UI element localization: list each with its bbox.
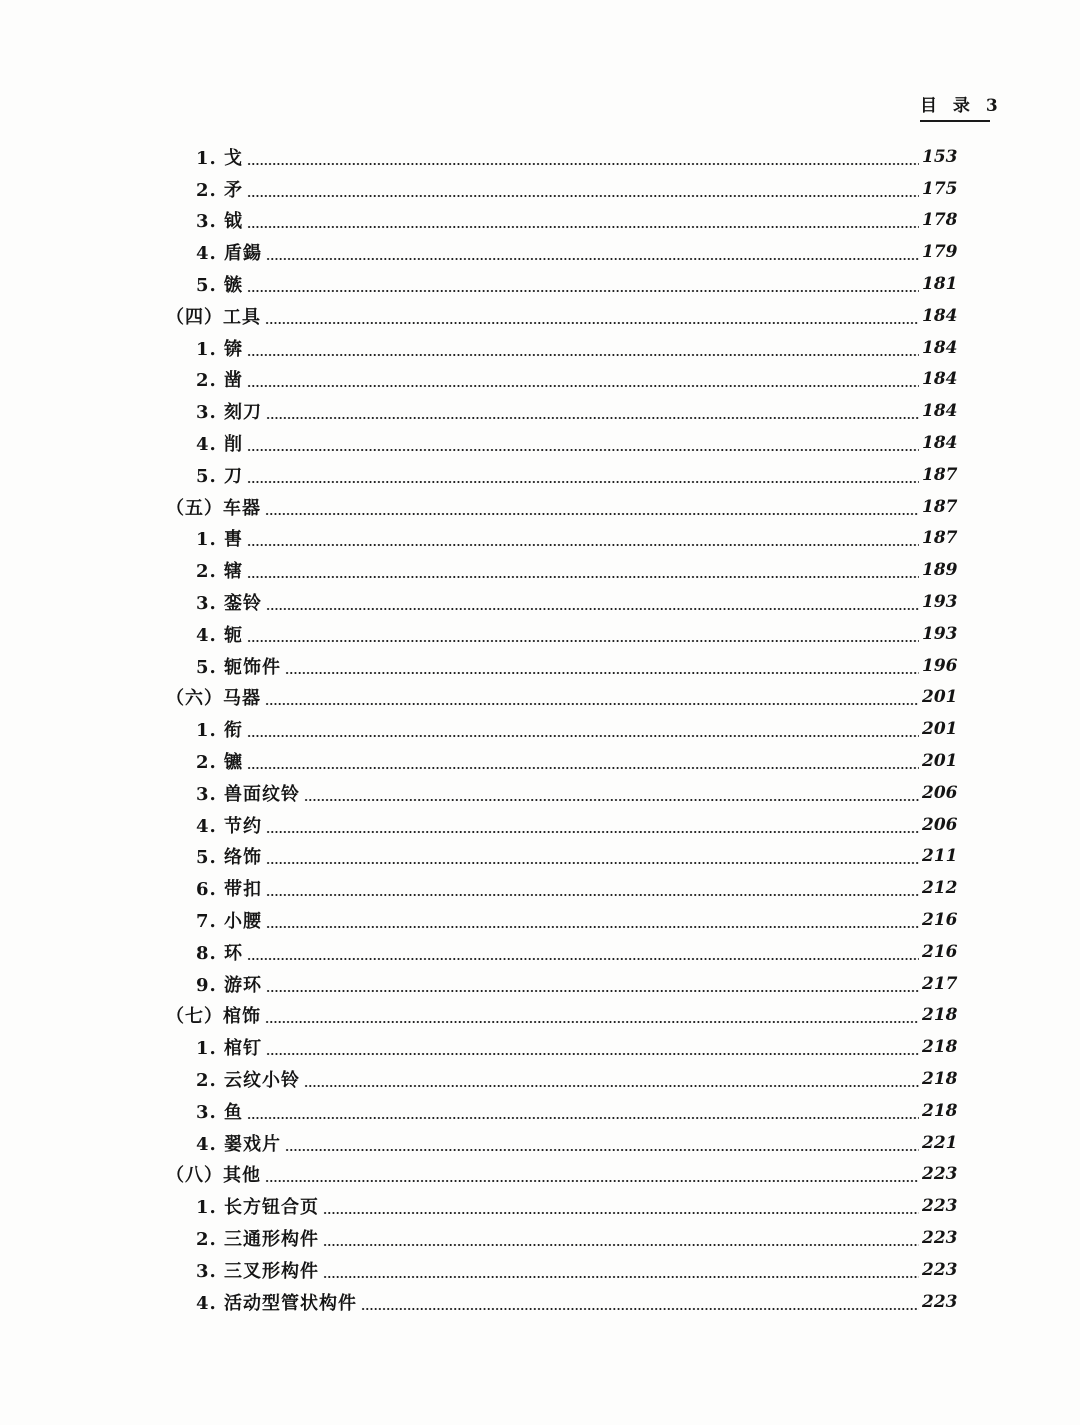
toc-entry-row [0, 173, 1080, 205]
toc-page-number: 212 [922, 878, 958, 899]
toc-page-number: 189 [922, 560, 958, 581]
toc-entry-row [0, 268, 1080, 300]
toc-page-number: 178 [922, 210, 958, 231]
toc-entry-title: 1. 棺钉 [196, 1038, 263, 1060]
toc-entry-title: 2. 云纹小铃 [196, 1070, 301, 1091]
toc-section-row [0, 491, 1080, 523]
toc-entry-row [0, 904, 1080, 936]
dot-leader [247, 561, 919, 579]
toc-page-number: 221 [922, 1132, 958, 1153]
dot-leader [266, 1038, 919, 1056]
dot-leader [247, 752, 919, 770]
toc-entry-row [0, 1095, 1080, 1127]
toc-entry-title: 5. 络饰 [196, 847, 263, 869]
dot-leader [266, 847, 919, 865]
toc-entry-row [0, 364, 1080, 396]
toc-entry-row [0, 809, 1080, 841]
toc-page-number: 216 [922, 941, 958, 962]
toc-entry-title: 4. 轭 [196, 624, 244, 646]
dot-leader [266, 593, 919, 611]
toc-section-row [0, 1159, 1080, 1191]
dot-leader [304, 784, 919, 802]
dot-leader [266, 911, 919, 929]
dot-leader [247, 625, 919, 643]
toc-entry-row [0, 141, 1080, 173]
dot-leader [247, 943, 919, 961]
toc-entry-title: 3. 鱼 [196, 1101, 244, 1123]
toc-entry-row [0, 1031, 1080, 1063]
toc-page-number: 193 [922, 623, 958, 644]
dot-leader [304, 1070, 919, 1088]
toc-entry-row [0, 650, 1080, 682]
toc-page-number: 184 [922, 337, 958, 358]
dot-leader [266, 816, 919, 834]
toc-entry-title: 1. 軎 [196, 529, 244, 551]
toc-entry-title: 5. 刀 [196, 465, 244, 487]
toc-page-number: 218 [922, 1100, 958, 1121]
table-of-contents [0, 141, 1080, 1317]
toc-entry-row [0, 841, 1080, 873]
toc-entry-title: 1. 戈 [196, 147, 244, 169]
toc-section-row [0, 1000, 1080, 1032]
toc-entry-title: 4. 翣戏片 [196, 1133, 282, 1155]
toc-entry-row [0, 1127, 1080, 1159]
toc-page-number: 223 [922, 1196, 958, 1217]
dot-leader [265, 498, 919, 516]
dot-leader [266, 879, 919, 897]
toc-entry-title: 5. 镞 [196, 275, 244, 297]
dot-leader [266, 975, 919, 993]
dot-leader [266, 402, 919, 420]
toc-page-number: 179 [922, 242, 958, 263]
toc-entry-row [0, 427, 1080, 459]
toc-entry-row [0, 523, 1080, 555]
toc-page-number: 223 [922, 1227, 958, 1248]
toc-entry-row [0, 586, 1080, 618]
toc-page-number: 223 [922, 1291, 958, 1312]
toc-entry-title: 4. 节约 [196, 815, 263, 837]
dot-leader [285, 657, 919, 675]
dot-leader [247, 720, 919, 738]
toc-entry-row [0, 745, 1080, 777]
dot-leader [285, 1134, 919, 1152]
toc-page-number: 187 [922, 496, 958, 517]
toc-entry-title: 6. 带扣 [196, 879, 263, 901]
toc-page-number: 218 [922, 1005, 958, 1026]
toc-entry-row [0, 332, 1080, 364]
toc-page-number: 217 [922, 973, 958, 994]
dot-leader [323, 1261, 919, 1279]
toc-page-number: 218 [922, 1037, 958, 1058]
toc-page-number: 184 [922, 401, 958, 422]
toc-entry-title: 3. 钺 [196, 211, 244, 233]
toc-entry-title: 1. 锛 [196, 338, 244, 360]
toc-page-number: 206 [922, 814, 958, 835]
toc-page-number: 218 [922, 1069, 958, 1089]
toc-entry-row [0, 1286, 1080, 1318]
dot-leader [265, 688, 919, 706]
toc-page-number: 223 [922, 1259, 958, 1280]
toc-entry-row [0, 872, 1080, 904]
toc-entry-row [0, 968, 1080, 1000]
dot-leader [247, 434, 919, 452]
toc-page-number: 196 [922, 655, 958, 676]
dot-leader [265, 1165, 919, 1183]
dot-leader [247, 180, 919, 198]
toc-entry-title: （七）棺饰 [166, 1006, 261, 1028]
toc-page-number: 184 [922, 433, 958, 454]
toc-entry-row [0, 395, 1080, 427]
toc-entry-title: 9. 游环 [196, 974, 263, 996]
dot-leader [265, 307, 919, 325]
toc-entry-title: 7. 小腰 [196, 911, 263, 933]
toc-entry-row [0, 936, 1080, 968]
toc-page-number: 201 [922, 751, 958, 772]
toc-entry-row [0, 1222, 1080, 1254]
toc-page-number: 201 [922, 687, 958, 708]
toc-entry-row [0, 459, 1080, 491]
toc-entry-row [0, 618, 1080, 650]
toc-entry-title: 2. 镳 [196, 752, 244, 774]
toc-page-number: 175 [922, 178, 958, 199]
toc-page-number: 184 [922, 305, 958, 326]
toc-entry-title: 3. 銮铃 [196, 593, 263, 615]
toc-entry-title: 2. 矛 [196, 179, 244, 201]
toc-page-number: 184 [922, 369, 958, 390]
toc-entry-row [0, 777, 1080, 809]
toc-entry-row [0, 205, 1080, 237]
toc-entry-title: （五）车器 [166, 497, 261, 519]
toc-entry-title: 2. 三通形构件 [196, 1228, 320, 1250]
toc-entry-title: 3. 兽面纹铃 [196, 783, 301, 805]
dot-leader [247, 1102, 919, 1120]
dot-leader [247, 275, 919, 293]
toc-entry-title: 5. 轭饰件 [196, 656, 282, 678]
toc-entry-title: 3. 三叉形构件 [196, 1260, 320, 1282]
toc-entry-row [0, 1063, 1080, 1095]
toc-entry-row [0, 236, 1080, 268]
toc-entry-title: 8. 环 [196, 942, 244, 964]
toc-entry-title: （八）其他 [166, 1165, 261, 1187]
toc-entry-title: （六）马器 [166, 688, 261, 710]
toc-page-number: 201 [922, 719, 958, 740]
dot-leader [247, 466, 919, 484]
dot-leader [247, 529, 919, 547]
dot-leader [266, 243, 919, 261]
dot-leader [247, 370, 919, 388]
toc-entry-row [0, 1254, 1080, 1286]
toc-page-number: 153 [922, 146, 958, 167]
running-head: 目 录 3 [920, 94, 990, 122]
dot-leader [361, 1293, 919, 1311]
toc-page-number: 193 [922, 592, 958, 613]
toc-page-number: 223 [922, 1164, 958, 1185]
dot-leader [265, 1006, 919, 1024]
toc-page-number: 216 [922, 910, 958, 931]
toc-entry-title: 2. 凿 [196, 370, 244, 392]
toc-entry-title: 1. 衔 [196, 720, 244, 742]
toc-entry-row [0, 554, 1080, 586]
toc-page-number: 181 [922, 274, 958, 295]
toc-entry-row [0, 713, 1080, 745]
toc-entry-title: （四）工具 [166, 306, 261, 328]
toc-entry-row [0, 1190, 1080, 1222]
toc-entry-title: 1. 长方钮合页 [196, 1197, 320, 1219]
toc-entry-title: 2. 辖 [196, 561, 244, 583]
toc-page-number: 187 [922, 528, 958, 549]
dot-leader [323, 1197, 919, 1215]
dot-leader [247, 339, 919, 357]
toc-entry-title: 4. 盾鍚 [196, 243, 263, 265]
toc-page-number: 211 [922, 846, 958, 867]
toc-entry-title: 3. 刻刀 [196, 402, 263, 424]
toc-section-row [0, 300, 1080, 332]
dot-leader [247, 148, 919, 166]
toc-page-number: 187 [922, 464, 958, 485]
toc-entry-title: 4. 削 [196, 434, 244, 456]
toc-section-row [0, 682, 1080, 714]
toc-page-number: 206 [922, 782, 958, 803]
dot-leader [247, 211, 919, 229]
dot-leader [323, 1229, 919, 1247]
toc-entry-title: 4. 活动型管状构件 [196, 1292, 358, 1314]
